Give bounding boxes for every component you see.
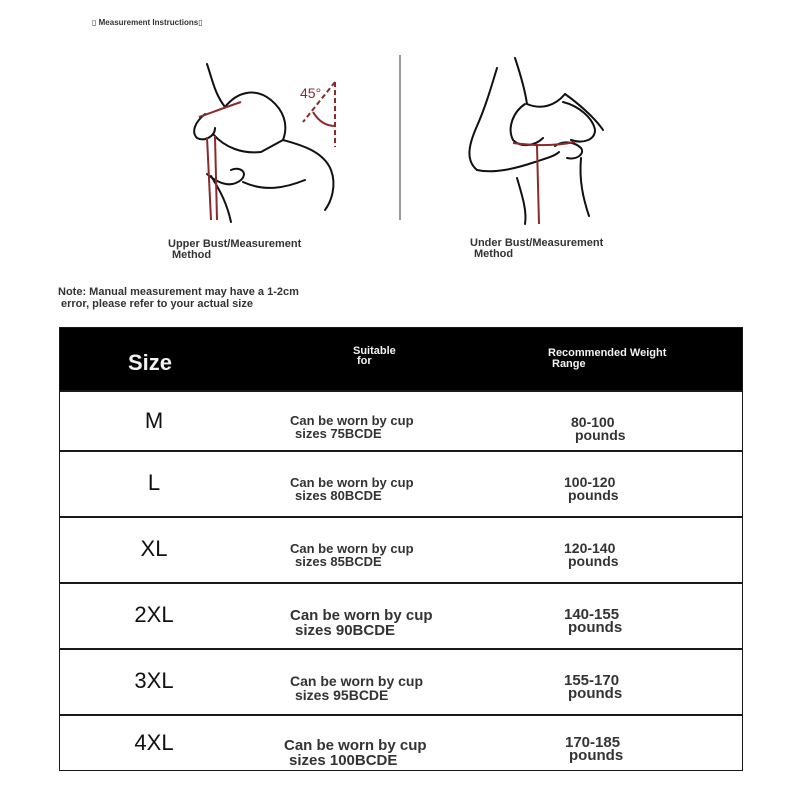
row-fit-line1: Can be worn by cup [290, 541, 414, 556]
row-fit-line2: sizes 95BCDE [295, 687, 389, 703]
row-weight-line1: 100-120 [564, 474, 616, 490]
row-weight-line2: pounds [575, 427, 626, 443]
size-chart-table [59, 327, 743, 771]
row-weight [571, 416, 626, 442]
upper-bust-caption-line2: Method [172, 249, 212, 261]
row-size: 2XL [134, 602, 174, 627]
header-suitable-for [353, 346, 396, 366]
row-weight [564, 542, 619, 568]
measurement-note [58, 286, 299, 310]
under-bust-caption-line2: Method [474, 248, 514, 260]
row-weight-line2: pounds [568, 487, 619, 503]
row-weight-line1: 80-100 [571, 414, 615, 430]
row-size: M [144, 408, 164, 433]
table-row [60, 648, 742, 714]
header-weight-line2: Range [552, 358, 586, 370]
row-fit-line1: Can be worn by cup [290, 673, 424, 689]
row-weight-line2: pounds [568, 553, 619, 569]
table-row [60, 390, 742, 450]
row-weight-line2: pounds [568, 685, 623, 702]
row-weight-line2: pounds [569, 747, 624, 764]
row-fit [290, 608, 433, 638]
header-weight-range [548, 348, 666, 370]
row-size: 4XL [134, 730, 174, 755]
under-bust-caption-line1: Under Bust/Measurement [470, 237, 604, 249]
row-fit [290, 542, 414, 568]
row-fit-line1: Can be worn by cup [290, 413, 414, 428]
measurement-instructions-title: ▯ Measurement Instructions▯ [92, 18, 203, 27]
upper-bust-illustration [185, 52, 345, 230]
row-fit [284, 738, 427, 768]
row-weight [565, 736, 623, 762]
row-fit-line2: sizes 85BCDE [295, 554, 382, 569]
row-fit-line2: sizes 90BCDE [295, 622, 396, 639]
table-row [60, 582, 742, 648]
row-fit [290, 414, 414, 440]
note-line1: Note: Manual measurement may have a 1-2cm [58, 286, 299, 298]
row-fit-line2: sizes 80BCDE [295, 488, 382, 503]
illustration-divider [399, 55, 401, 220]
upper-bust-caption-line1: Upper Bust/Measurement [168, 238, 302, 250]
row-weight-line1: 155-170 [564, 672, 620, 689]
row-fit-line1: Can be worn by cup [284, 737, 427, 754]
header-suitable-line1: Suitable [353, 345, 396, 357]
row-weight-line2: pounds [568, 619, 623, 636]
table-row [60, 516, 742, 582]
header-suitable-line2: for [357, 355, 372, 367]
table-header [60, 328, 742, 390]
note-line2: error, please refer to your actual size [61, 298, 253, 310]
row-weight-line1: 140-155 [564, 606, 620, 623]
row-weight [564, 476, 619, 502]
under-bust-illustration [455, 48, 630, 226]
angle-label: 45° [300, 85, 322, 101]
row-fit-line1: Can be worn by cup [290, 607, 433, 624]
row-fit-line2: sizes 100BCDE [289, 752, 398, 769]
row-weight [564, 674, 622, 700]
table-row [60, 450, 742, 516]
row-size: 3XL [134, 668, 174, 693]
upper-bust-caption [168, 239, 301, 261]
row-fit-line1: Can be worn by cup [290, 475, 414, 490]
header-weight-line1: Recommended Weight [548, 347, 667, 359]
row-fit-line2: sizes 75BCDE [295, 426, 382, 441]
row-weight-line1: 120-140 [564, 540, 616, 556]
row-fit [290, 674, 423, 702]
header-size: Size [128, 350, 173, 375]
row-size: XL [140, 536, 168, 561]
row-size: L [147, 470, 161, 495]
row-weight [564, 608, 622, 634]
table-row [60, 714, 742, 770]
row-fit [290, 476, 414, 502]
under-bust-caption [470, 238, 603, 260]
row-weight-line1: 170-185 [565, 734, 621, 751]
